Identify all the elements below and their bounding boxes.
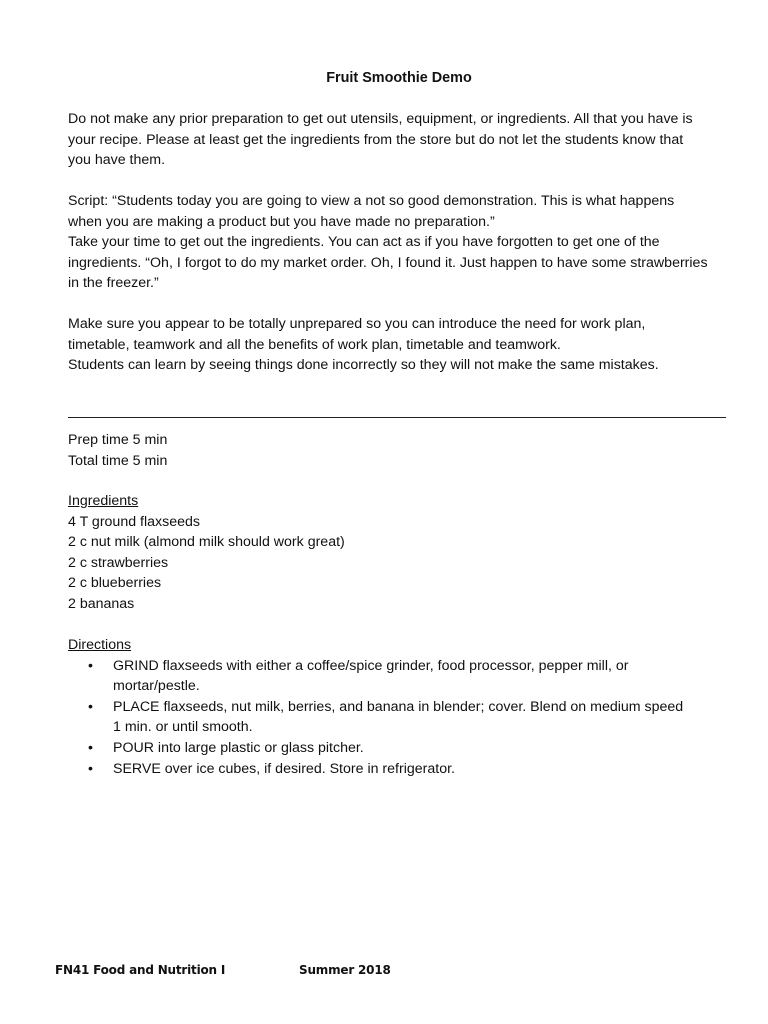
footer-term: Summer 2018 xyxy=(299,963,391,977)
direction-text: POUR into large plastic or glass pitcher. xyxy=(113,739,364,756)
document-title: Fruit Smoothie Demo xyxy=(326,70,472,86)
bullet-icon: • xyxy=(88,739,93,756)
direction-item xyxy=(68,759,688,780)
directions-section xyxy=(68,635,688,779)
horizontal-divider xyxy=(68,417,726,418)
bullet-icon: • xyxy=(88,657,93,674)
ingredients-section xyxy=(68,491,730,615)
unprepared-text: Make sure you appear to be totally unprepared so you can introduce the need for work plan, timetable, teamwork and all the benefits of work plan, timetable and teamwork. xyxy=(68,316,646,353)
bullet-icon: • xyxy=(88,698,93,715)
script-section xyxy=(68,191,708,294)
directions-list xyxy=(68,656,688,780)
ingredient-item: 2 c nut milk (almond milk should work great) xyxy=(68,534,345,551)
ingredient-item: 2 c strawberries xyxy=(68,554,169,571)
prep-time: Prep time 5 min xyxy=(68,432,168,448)
unprepared-section xyxy=(68,314,708,376)
footer-course: FN41 Food and Nutrition I xyxy=(55,963,226,977)
script-text: Script: “Students today you are going to view a not so good demonstration. This is what happens when you are making a product but you have made no preparation.” xyxy=(68,193,675,230)
learning-text: Students can learn by seeing things done incorrectly so they will not make the same mistakes. xyxy=(68,357,659,374)
ingredient-item: 2 c blueberries xyxy=(68,575,162,592)
direction-text: SERVE over ice cubes, if desired. Store in refrigerator. xyxy=(113,760,455,777)
ingredient-item: 2 bananas xyxy=(68,595,135,612)
direction-item xyxy=(68,697,688,738)
direction-item xyxy=(68,738,688,759)
direction-item xyxy=(68,656,688,697)
directions-heading: Directions xyxy=(68,637,132,653)
intro-text: Do not make any prior preparation to get out utensils, equipment, or ingredients. All that you have is your recipe. Please at least get the ingredients from the store but do not let the students know that you have them. xyxy=(68,111,693,169)
ingredient-item: 4 T ground flaxseeds xyxy=(68,513,200,530)
times-section xyxy=(68,430,730,471)
total-time: Total time 5 min xyxy=(68,452,168,469)
intro-paragraph xyxy=(68,109,696,171)
direction-text: PLACE flaxseeds, nut milk, berries, and banana in blender; cover. Blend on medium speed 1 min. or until smooth. xyxy=(113,698,684,736)
bullet-icon: • xyxy=(88,760,93,777)
ingredients-heading: Ingredients xyxy=(68,493,139,509)
direction-text: GRIND flaxseeds with either a coffee/spice grinder, food processor, pepper mill, or mortar/pestle. xyxy=(113,657,629,695)
instructions-text: Take your time to get out the ingredients. You can act as if you have forgotten to get one of the ingredients. “Oh, I forgot to do my market order. Oh, I found it. Just happen to have some strawberries in the freezer.” xyxy=(68,234,708,292)
